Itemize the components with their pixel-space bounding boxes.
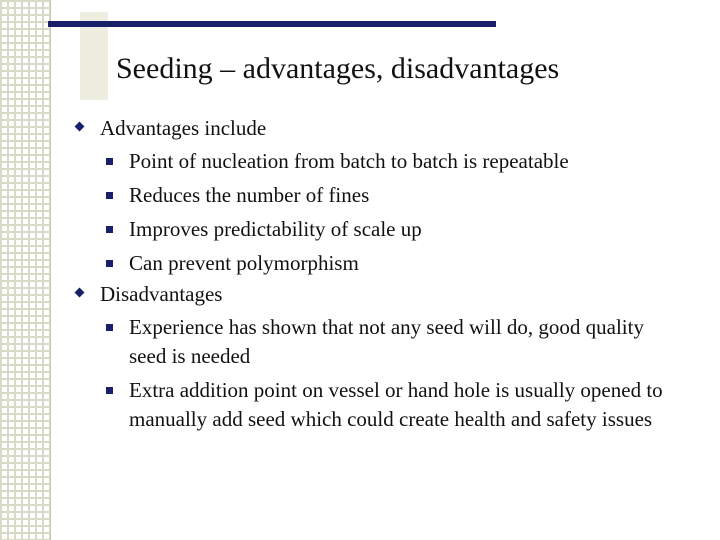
list-item-text: Experience has shown that not any seed will do, good quality seed is needed <box>129 315 644 368</box>
list-item <box>106 147 676 176</box>
slide-title: Seeding – advantages, disadvantages <box>116 52 560 85</box>
list-item <box>106 376 676 434</box>
square-bullet-icon <box>106 192 113 199</box>
list-item <box>106 249 676 278</box>
left-divider-line <box>50 0 51 540</box>
list-item-text: Improves predictability of scale up <box>129 217 422 241</box>
section-disadvantages <box>76 280 676 308</box>
square-bullet-icon <box>106 324 113 331</box>
square-bullet-icon <box>106 387 113 394</box>
square-bullet-icon <box>106 260 113 267</box>
title-accent-bar <box>48 21 496 27</box>
square-bullet-icon <box>106 226 113 233</box>
diamond-bullet-icon <box>75 122 85 132</box>
square-bullet-icon <box>106 158 113 165</box>
list-item-text: Point of nucleation from batch to batch is repeatable <box>129 149 569 173</box>
diamond-bullet-icon <box>75 288 85 298</box>
slide-body <box>76 112 676 434</box>
list-item <box>106 181 676 210</box>
list-item <box>106 313 676 371</box>
list-item-text: Extra addition point on vessel or hand hole is usually opened to manually add seed which could create health and safety issues <box>129 378 663 431</box>
list-item-text: Reduces the number of fines <box>129 183 370 207</box>
section-heading-disadvantages: Disadvantages <box>100 282 223 306</box>
list-item-text: Can prevent polymorphism <box>129 251 359 275</box>
section-advantages <box>76 114 676 142</box>
section-heading-advantages: Advantages include <box>100 116 267 140</box>
list-item <box>106 215 676 244</box>
decorative-grid-strip <box>0 0 50 540</box>
